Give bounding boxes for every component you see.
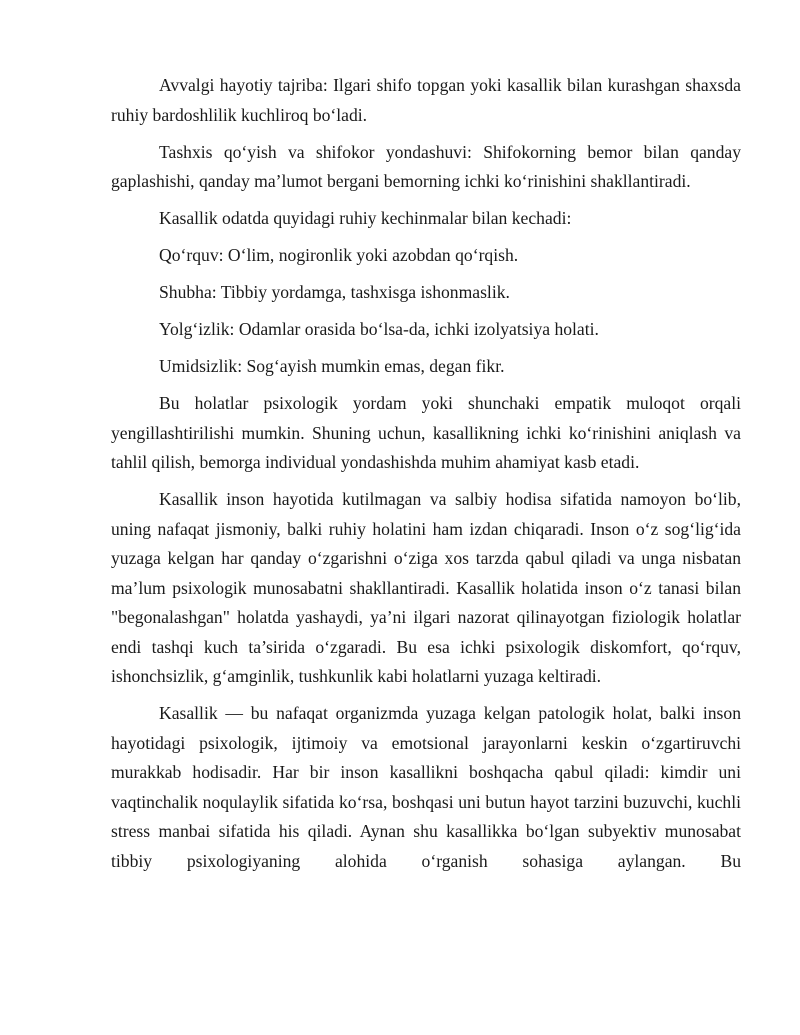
paragraph: Tashxis qo‘yish va shifokor yondashuvi: Shifokorning bemor bilan qanday gaplashishi, qanday ma’lumot bergani bemorning ichki ko‘rinishini shakllantiradi. <box>111 141 741 191</box>
list-item: Umidsizlik: Sog‘ayish mumkin emas, degan fikr. <box>159 356 505 376</box>
paragraph: Bu holatlar psixologik yordam yoki shunchaki empatik muloqot orqali yengillashtirilishi mumkin. Shuning uchun, kasallikning ichki ko‘rinishini aniqlash va tahlil qilish, bemorga individual yondashishda muhim ahamiyat kasb etadi. <box>111 393 741 472</box>
paragraph: Kasallik odatda quyidagi ruhiy kechinmalar bilan kechadi: <box>159 208 572 228</box>
document-body <box>111 71 741 884</box>
list-item: Qo‘rquv: O‘lim, nogironlik yoki azobdan qo‘rqish. <box>159 245 519 265</box>
paragraph: Avvalgi hayotiy tajriba: Ilgari shifo topgan yoki kasallik bilan kurashgan shaxsda ruhiy bardoshlilik kuchliroq bo‘ladi. <box>111 75 741 125</box>
paragraph: Kasallik inson hayotida kutilmagan va salbiy hodisa sifatida namoyon bo‘lib, uning nafaqat jismoniy, balki ruhiy holatini ham izdan chiqaradi. Inson o‘z sog‘lig‘ida yuzaga kelgan har qanday o‘zgarishni o‘ziga xos tarzda qabul qiladi va unga nisbatan ma’lum psixologik munosabatni shakllantiradi. Kasallik holatida inson o‘z tanasi bilan "begonalashgan" holatda yashaydi, ya’ni ilgari nazorat qilinayotgan fiziologik holatlar endi tashqi kuch ta’sirida o‘zgaradi. Bu esa ichki psixologik diskomfort, qo‘rquv, ishonchsizlik, g‘amginlik, tushkunlik kabi holatlarni yuzaga keltiradi. <box>111 489 741 686</box>
list-item: Yolg‘izlik: Odamlar orasida bo‘lsa-da, ichki izolyatsiya holati. <box>159 319 599 339</box>
paragraph: Kasallik — bu nafaqat organizmda yuzaga kelgan patologik holat, balki inson hayotidagi psixologik, ijtimoiy va emotsional jarayonlarni keskin o‘zgartiruvchi murakkab hodisadir. Har bir inson kasallikni boshqacha qabul qiladi: kimdir uni vaqtinchalik noqulaylik sifatida ko‘rsa, boshqasi uni butun hayot tarzini buzuvchi, kuchli stress manbai sifatida his qiladi. Aynan shu kasallikka bo‘lgan subyektiv munosabat tibbiy psixologiyaning alohida o‘rganish sohasiga aylangan. Bu <box>111 703 741 871</box>
list-item: Shubha: Tibbiy yordamga, tashxisga ishonmaslik. <box>159 282 510 302</box>
